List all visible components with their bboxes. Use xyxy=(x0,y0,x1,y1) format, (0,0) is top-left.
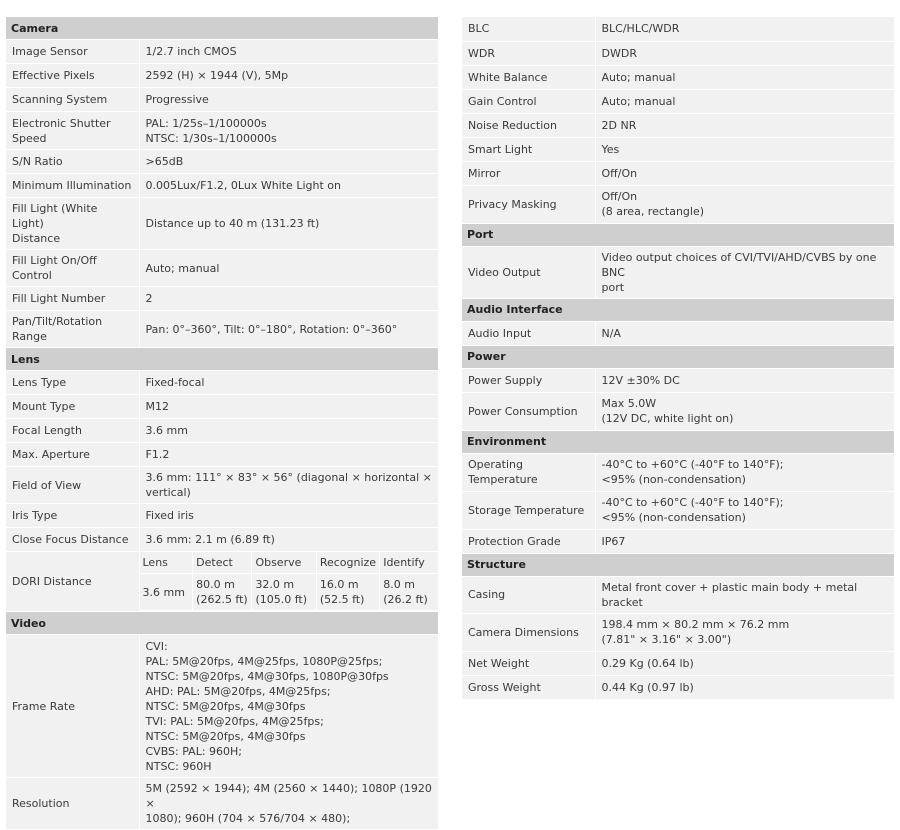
spec-row-privacy-masking xyxy=(462,185,894,223)
spec-value: Off/On xyxy=(595,161,894,185)
section-title: Environment xyxy=(462,430,894,453)
spec-row-max-aperture xyxy=(6,443,438,467)
spec-row-field-of-view xyxy=(6,467,438,504)
spec-row-image-sensor xyxy=(6,40,438,64)
spec-row-close-focus-distance xyxy=(6,528,438,552)
spec-label: Operating Temperature xyxy=(462,453,595,491)
spec-label: S/N Ratio xyxy=(6,150,139,174)
section-title: Camera xyxy=(6,17,438,40)
spec-row-focal-length xyxy=(6,419,438,443)
spec-label: BLC xyxy=(462,17,595,41)
spec-row-audio-input xyxy=(462,321,894,345)
spec-row-scanning-system xyxy=(6,88,438,112)
dori-header-lens: Lens xyxy=(140,552,193,574)
section-header-audio-interface xyxy=(462,298,894,321)
spec-label: Noise Reduction xyxy=(462,113,595,137)
section-title: Power xyxy=(462,345,894,368)
spec-row-wdr xyxy=(462,41,894,65)
spec-value: Yes xyxy=(595,137,894,161)
spec-value: -40°C to +60°C (-40°F to 140°F); <95% (non-condensation) xyxy=(595,453,894,491)
dori-value-lens: 3.6 mm xyxy=(140,574,193,611)
spec-label: Resolution xyxy=(6,778,139,830)
spec-label: Fill Light (White Light) Distance xyxy=(6,198,139,250)
spec-value: Video output choices of CVI/TVI/AHD/CVBS by one BNC port xyxy=(595,246,894,298)
spec-label: Gross Weight xyxy=(462,675,595,699)
spec-row-fill-light-white-light-distance xyxy=(6,198,438,250)
spec-row-blc xyxy=(462,17,894,41)
spec-row-pan-tilt-rotation-range xyxy=(6,311,438,348)
spec-row-video-output xyxy=(462,246,894,298)
section-header-environment xyxy=(462,430,894,453)
section-title: Audio Interface xyxy=(462,298,894,321)
spec-value: CVI: PAL: 5M@20fps, 4M@25fps, 1080P@25fps; NTSC: 5M@20fps, 4M@30fps, 1080P@30fps AHD: PAL: 5M@20fps, 4M@25fps; NTSC: 5M@20fps, 4M@30fps TVI: PAL: 5M@20fps, 4M@25fps; NTSC: 5M@20fps, 4M@30fps CVBS: PAL: 960H; NTSC: 960H xyxy=(139,635,438,778)
spec-label: Max. Aperture xyxy=(6,443,139,467)
spec-label: Protection Grade xyxy=(462,529,595,553)
section-header-video xyxy=(6,612,438,635)
spec-row-frame-rate xyxy=(6,635,438,778)
spec-value: IP67 xyxy=(595,529,894,553)
spec-label: Fill Light Number xyxy=(6,287,139,311)
spec-value: Metal front cover + plastic main body + metal bracket xyxy=(595,576,894,613)
spec-label: Privacy Masking xyxy=(462,185,595,223)
dori-header-identify: Identify xyxy=(380,552,438,574)
spec-row-gross-weight xyxy=(462,675,894,699)
section-title: Lens xyxy=(6,348,438,371)
spec-value: >65dB xyxy=(139,150,438,174)
spec-value: Auto; manual xyxy=(595,89,894,113)
spec-row-fill-light-number xyxy=(6,287,438,311)
spec-row-power-consumption xyxy=(462,392,894,430)
spec-row-power-supply xyxy=(462,368,894,392)
dori-value-observe: 32.0 m (105.0 ft) xyxy=(252,574,316,611)
section-header-camera xyxy=(6,17,438,40)
spec-row-effective-pixels xyxy=(6,64,438,88)
spec-value: 2D NR xyxy=(595,113,894,137)
dori-value-row xyxy=(140,574,439,611)
spec-label: WDR xyxy=(462,41,595,65)
spec-row-fill-light-on-off-control xyxy=(6,250,438,287)
section-header-port xyxy=(462,223,894,246)
spec-label: DORI Distance xyxy=(6,552,139,612)
spec-label: Audio Input xyxy=(462,321,595,345)
spec-value: 1/2.7 inch CMOS xyxy=(139,40,438,64)
spec-label: Storage Temperature xyxy=(462,491,595,529)
spec-row-mirror xyxy=(462,161,894,185)
spec-label: White Balance xyxy=(462,65,595,89)
spec-column-left xyxy=(6,17,438,830)
spec-row-minimum-illumination xyxy=(6,174,438,198)
spec-label: Net Weight xyxy=(462,651,595,675)
spec-label: Close Focus Distance xyxy=(6,528,139,552)
spec-row-white-balance xyxy=(462,65,894,89)
spec-value: Auto; manual xyxy=(595,65,894,89)
spec-value: Off/On (8 area, rectangle) xyxy=(595,185,894,223)
spec-row-lens-type xyxy=(6,371,438,395)
spec-value: DWDR xyxy=(595,41,894,65)
dori-table xyxy=(140,552,439,611)
spec-value: F1.2 xyxy=(139,443,438,467)
spec-value: N/A xyxy=(595,321,894,345)
spec-value: M12 xyxy=(139,395,438,419)
spec-value: Fixed-focal xyxy=(139,371,438,395)
spec-label: Power Consumption xyxy=(462,392,595,430)
spec-row-dori-distance xyxy=(6,552,438,612)
spec-table-right xyxy=(462,17,894,700)
dori-header-detect: Detect xyxy=(193,552,252,574)
spec-label: Mount Type xyxy=(6,395,139,419)
dori-value-recognize: 16.0 m (52.5 ft) xyxy=(316,574,379,611)
section-title: Port xyxy=(462,223,894,246)
spec-value: 3.6 mm: 111° × 83° × 56° (diagonal × horizontal × vertical) xyxy=(139,467,438,504)
dori-table-cell xyxy=(139,552,438,612)
spec-label: Effective Pixels xyxy=(6,64,139,88)
spec-value: PAL: 1/25s–1/100000s NTSC: 1/30s–1/100000s xyxy=(139,112,438,150)
dori-header-recognize: Recognize xyxy=(316,552,379,574)
spec-label: Iris Type xyxy=(6,504,139,528)
spec-value: 0.29 Kg (0.64 lb) xyxy=(595,651,894,675)
spec-value: 3.6 mm xyxy=(139,419,438,443)
spec-label: Minimum Illumination xyxy=(6,174,139,198)
spec-row-net-weight xyxy=(462,651,894,675)
spec-row-camera-dimensions xyxy=(462,613,894,651)
spec-value: 2592 (H) × 1944 (V), 5Mp xyxy=(139,64,438,88)
spec-label: Lens Type xyxy=(6,371,139,395)
spec-value: 5M (2592 × 1944); 4M (2560 × 1440); 1080P (1920 × 1080); 960H (704 × 576/704 × 480); xyxy=(139,778,438,830)
spec-label: Mirror xyxy=(462,161,595,185)
spec-label: Smart Light xyxy=(462,137,595,161)
spec-row-gain-control xyxy=(462,89,894,113)
spec-label: Casing xyxy=(462,576,595,613)
spec-label: Fill Light On/Off Control xyxy=(6,250,139,287)
spec-label: Scanning System xyxy=(6,88,139,112)
spec-value: Auto; manual xyxy=(139,250,438,287)
spec-row-protection-grade xyxy=(462,529,894,553)
spec-label: Image Sensor xyxy=(6,40,139,64)
section-header-structure xyxy=(462,553,894,576)
spec-label: Camera Dimensions xyxy=(462,613,595,651)
spec-value: 12V ±30% DC xyxy=(595,368,894,392)
section-header-power xyxy=(462,345,894,368)
spec-column-right xyxy=(462,17,894,700)
spec-label: Power Supply xyxy=(462,368,595,392)
spec-table-left xyxy=(6,17,438,830)
spec-value: BLC/HLC/WDR xyxy=(595,17,894,41)
spec-row-s-n-ratio xyxy=(6,150,438,174)
spec-value: Fixed iris xyxy=(139,504,438,528)
spec-row-iris-type xyxy=(6,504,438,528)
spec-row-noise-reduction xyxy=(462,113,894,137)
spec-row-smart-light xyxy=(462,137,894,161)
spec-label: Pan/Tilt/Rotation Range xyxy=(6,311,139,348)
spec-value: Pan: 0°–360°, Tilt: 0°–180°, Rotation: 0°–360° xyxy=(139,311,438,348)
spec-label: Video Output xyxy=(462,246,595,298)
spec-value: 2 xyxy=(139,287,438,311)
spec-row-storage-temperature xyxy=(462,491,894,529)
spec-row-electronic-shutter-speed xyxy=(6,112,438,150)
spec-row-mount-type xyxy=(6,395,438,419)
spec-label: Focal Length xyxy=(6,419,139,443)
spec-value: 3.6 mm: 2.1 m (6.89 ft) xyxy=(139,528,438,552)
section-title: Structure xyxy=(462,553,894,576)
spec-label: Frame Rate xyxy=(6,635,139,778)
spec-value: Max 5.0W (12V DC, white light on) xyxy=(595,392,894,430)
dori-header-row xyxy=(140,552,439,574)
section-header-lens xyxy=(6,348,438,371)
spec-value: 0.005Lux/F1.2, 0Lux White Light on xyxy=(139,174,438,198)
spec-label: Gain Control xyxy=(462,89,595,113)
spec-row-operating-temperature xyxy=(462,453,894,491)
spec-row-casing xyxy=(462,576,894,613)
spec-label: Field of View xyxy=(6,467,139,504)
spec-value: 198.4 mm × 80.2 mm × 76.2 mm (7.81" × 3.16" × 3.00") xyxy=(595,613,894,651)
section-title: Video xyxy=(6,612,438,635)
spec-label: Electronic Shutter Speed xyxy=(6,112,139,150)
dori-value-detect: 80.0 m (262.5 ft) xyxy=(193,574,252,611)
spec-value: Distance up to 40 m (131.23 ft) xyxy=(139,198,438,250)
spec-value: Progressive xyxy=(139,88,438,112)
dori-value-identify: 8.0 m (26.2 ft) xyxy=(380,574,438,611)
dori-header-observe: Observe xyxy=(252,552,316,574)
spec-row-resolution xyxy=(6,778,438,830)
spec-value: -40°C to +60°C (-40°F to 140°F); <95% (non-condensation) xyxy=(595,491,894,529)
spec-value: 0.44 Kg (0.97 lb) xyxy=(595,675,894,699)
